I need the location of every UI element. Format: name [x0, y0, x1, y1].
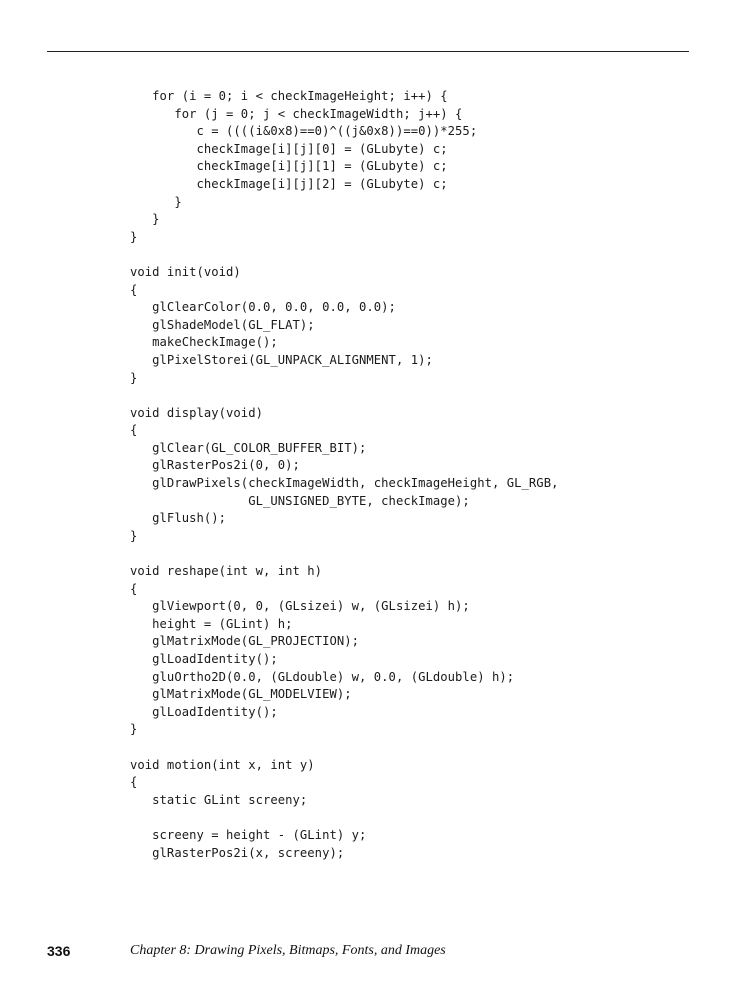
code-line: glMatrixMode(GL_PROJECTION);	[130, 634, 360, 649]
code-line	[130, 387, 558, 405]
code-line: c = ((((i&0x8)==0)^((j&0x8))==0))*255;	[130, 124, 478, 139]
code-line: glPixelStorei(GL_UNPACK_ALIGNMENT, 1);	[130, 352, 433, 367]
code-line: checkImage[i][j][2] = (GLubyte) c;	[130, 176, 448, 191]
code-line: glClearColor(0.0, 0.0, 0.0, 0.0);	[130, 300, 396, 315]
code-line: glMatrixMode(GL_MODELVIEW);	[130, 687, 352, 702]
code-line: checkImage[i][j][1] = (GLubyte) c;	[130, 159, 448, 174]
code-line: }	[130, 212, 160, 227]
code-line: {	[130, 775, 138, 790]
code-line: screeny = height - (GLint) y;	[130, 827, 367, 842]
code-line: glFlush();	[130, 511, 227, 526]
code-line: void init(void)	[130, 264, 241, 279]
code-line	[130, 739, 558, 757]
code-line: checkImage[i][j][0] = (GLubyte) c;	[130, 141, 448, 156]
code-line: for (i = 0; i < checkImageHeight; i++) {	[130, 89, 448, 103]
code-line: void reshape(int w, int h)	[130, 564, 323, 579]
code-line: glShadeModel(GL_FLAT);	[130, 317, 315, 332]
top-rule	[47, 51, 689, 52]
code-line: {	[130, 282, 138, 297]
code-line	[130, 545, 558, 563]
code-line: void display(void)	[130, 405, 263, 420]
code-line: glLoadIdentity();	[130, 704, 278, 719]
code-line: void motion(int x, int y)	[130, 757, 315, 772]
code-line: }	[130, 229, 138, 244]
page-footer	[47, 943, 687, 963]
code-listing	[130, 88, 558, 862]
code-line: glRasterPos2i(x, screeny);	[130, 845, 345, 860]
code-line: }	[130, 528, 138, 543]
code-line	[130, 246, 558, 264]
code-line: }	[130, 370, 138, 385]
code-line: glRasterPos2i(0, 0);	[130, 458, 300, 473]
code-line	[130, 809, 558, 827]
code-line: for (j = 0; j < checkImageWidth; j++) {	[130, 106, 463, 121]
code-line: glLoadIdentity();	[130, 652, 278, 666]
code-line: {	[130, 581, 138, 596]
code-line: glClear(GL_COLOR_BUFFER_BIT);	[130, 440, 367, 455]
code-line: height = (GLint) h;	[130, 616, 293, 631]
code-line: {	[130, 423, 138, 438]
code-line: static GLint screeny;	[130, 792, 308, 807]
code-line: makeCheckImage();	[130, 335, 278, 350]
page-number: 336	[47, 943, 71, 959]
code-line: glDrawPixels(checkImageWidth, checkImageHeight, GL_RGB,	[130, 476, 559, 491]
chapter-title: Chapter 8: Drawing Pixels, Bitmaps, Fonts, and Images	[130, 943, 446, 958]
code-line: }	[130, 722, 138, 737]
code-line: }	[130, 194, 182, 209]
code-line: GL_UNSIGNED_BYTE, checkImage);	[130, 493, 470, 508]
code-line: gluOrtho2D(0.0, (GLdouble) w, 0.0, (GLdouble) h);	[130, 669, 515, 684]
code-line: glViewport(0, 0, (GLsizei) w, (GLsizei) h);	[130, 599, 470, 614]
